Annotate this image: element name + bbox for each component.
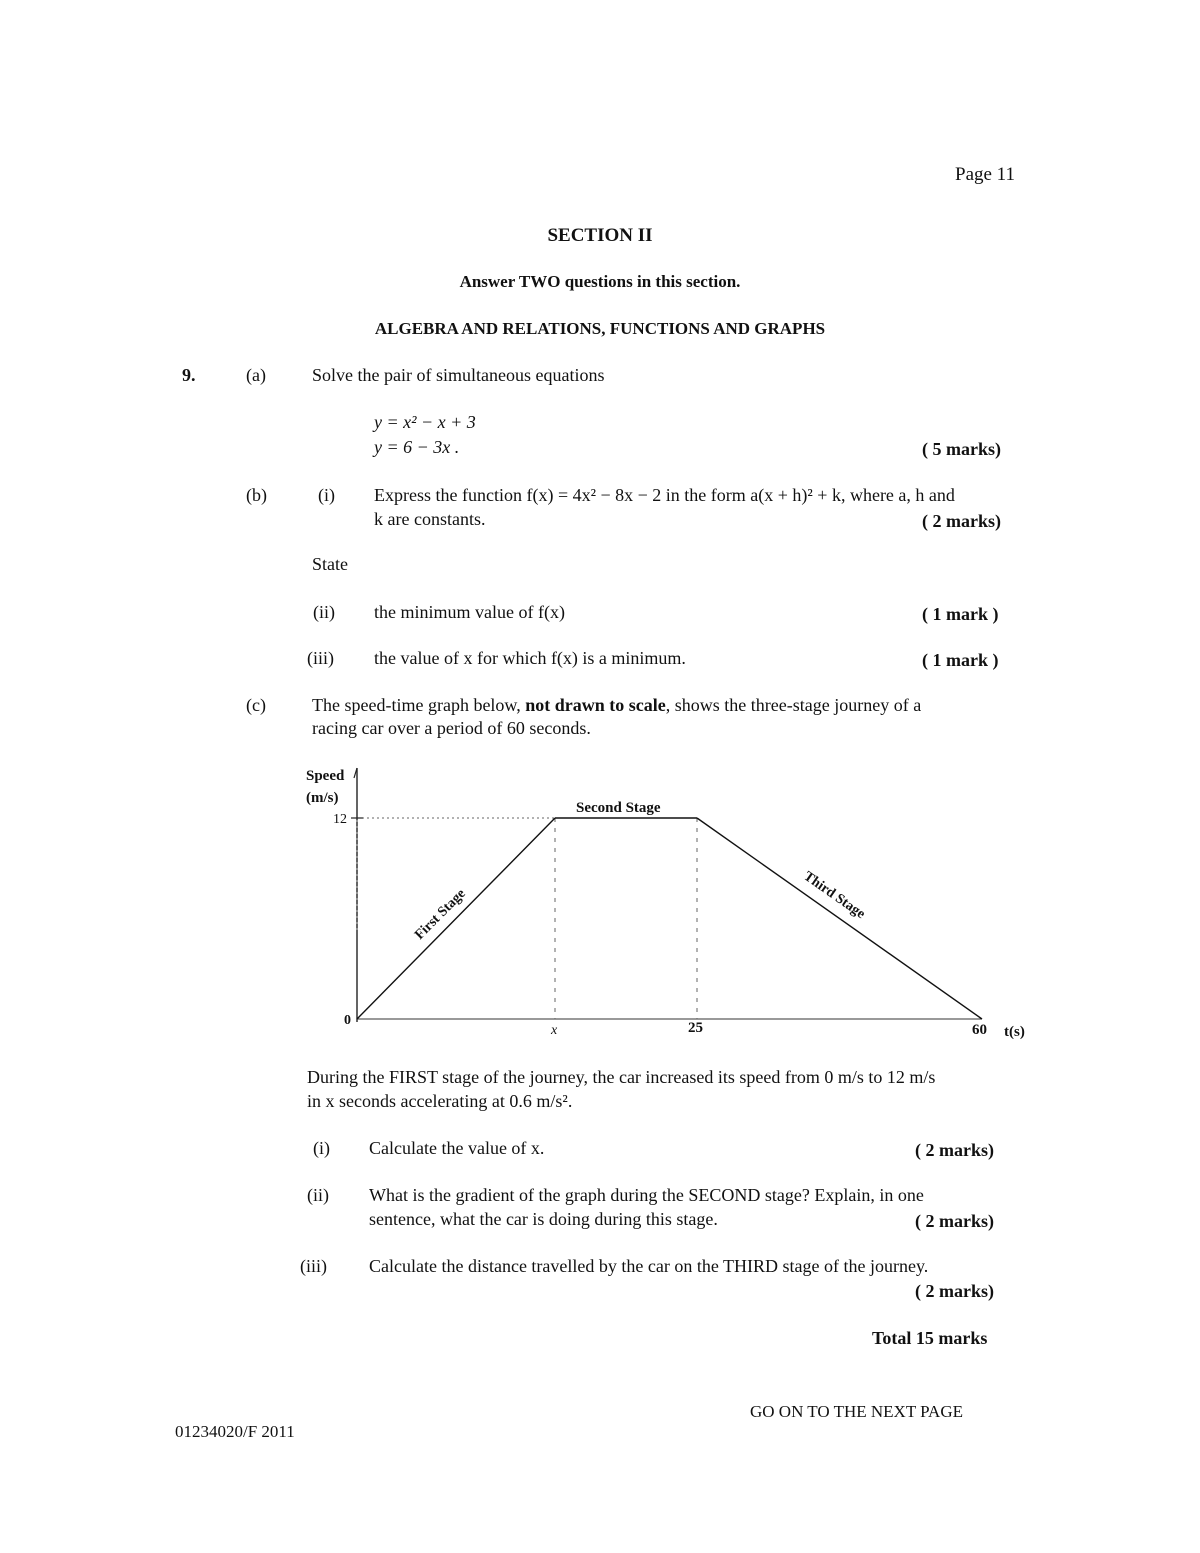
part-c-intro-line2: racing car over a period of 60 seconds.: [312, 718, 591, 738]
part-c-iii-marks: ( 2 marks): [915, 1281, 994, 1301]
part-c-intro-bold: not drawn to scale: [525, 695, 666, 715]
page-number: Page 11: [955, 164, 1015, 185]
section-title: SECTION II: [547, 225, 653, 246]
part-b-ii-label: (ii): [313, 602, 335, 622]
footer-next-page: GO ON TO THE NEXT PAGE: [750, 1402, 963, 1421]
part-c-label: (c): [246, 695, 266, 715]
part-c-i-marks: ( 2 marks): [915, 1140, 994, 1160]
part-c-intro-post: , shows the three-stage journey of a: [665, 695, 922, 715]
part-a-text: Solve the pair of simultaneous equations: [312, 365, 605, 385]
part-c-intro-line1: [312, 695, 921, 716]
speed-time-graph: [300, 760, 1040, 1050]
question-number: 9.: [182, 365, 196, 385]
part-b-iii-label: (iii): [307, 648, 334, 668]
part-a-label: (a): [246, 365, 266, 385]
y-label-line2: (m/s): [306, 790, 339, 806]
x-tick-60: 60: [972, 1022, 987, 1038]
third-stage-label: Third Stage: [800, 868, 868, 923]
part-c-i-label: (i): [313, 1138, 330, 1158]
part-c-ii-line2: sentence, what the car is doing during this stage.: [369, 1209, 718, 1229]
equation-2: y = 6 − 3x .: [374, 437, 460, 457]
part-b-iii-marks: ( 1 mark ): [922, 650, 999, 670]
y-label-line1: Speed: [306, 768, 345, 784]
x-tick-25: 25: [688, 1020, 703, 1036]
part-c-desc-line1: During the FIRST stage of the journey, the car increased its speed from 0 m/s to 12 m/s: [307, 1067, 936, 1087]
part-b-i-marks: ( 2 marks): [922, 511, 1001, 531]
x-tick-x: x: [551, 1023, 558, 1038]
part-b-ii-marks: ( 1 mark ): [922, 604, 999, 624]
part-b-label: (b): [246, 485, 267, 505]
part-b-iii-text: the value of x for which f(x) is a minimum.: [374, 648, 686, 668]
part-c-iii-text: Calculate the distance travelled by the car on the THIRD stage of the journey.: [369, 1256, 929, 1276]
footer-code: 01234020/F 2011: [175, 1422, 295, 1441]
equation-1: y = x² − x + 3: [374, 412, 476, 432]
second-stage-label: Second Stage: [576, 800, 661, 816]
part-c-desc-line2: in x seconds accelerating at 0.6 m/s².: [307, 1091, 573, 1111]
section-instruction: Answer TWO questions in this section.: [459, 272, 741, 291]
part-b-i-line2: k are constants.: [374, 509, 486, 529]
part-c-intro-pre: The speed-time graph below,: [312, 695, 526, 715]
third-stage-line: [697, 818, 982, 1019]
total-marks: Total 15 marks: [872, 1328, 988, 1348]
part-b-ii-text: the minimum value of f(x): [374, 602, 565, 622]
topic-title: ALGEBRA AND RELATIONS, FUNCTIONS AND GRAPHS: [374, 319, 826, 338]
part-c-ii-marks: ( 2 marks): [915, 1211, 994, 1231]
part-b-i-label: (i): [318, 485, 335, 505]
y-tick-12: 12: [333, 812, 347, 827]
first-stage-line: [357, 818, 555, 1019]
part-c-iii-label: (iii): [300, 1256, 327, 1276]
y-tick-0: 0: [344, 1013, 351, 1028]
part-a-marks: ( 5 marks): [922, 439, 1001, 459]
part-c-ii-line1: What is the gradient of the graph during the SECOND stage? Explain, in one: [369, 1185, 924, 1205]
part-b-i-line1: Express the function f(x) = 4x² − 8x − 2 in the form a(x + h)² + k, where a, h and: [374, 485, 955, 505]
part-c-i-text: Calculate the value of x.: [369, 1138, 545, 1158]
state-label: State: [312, 554, 348, 574]
part-c-ii-label: (ii): [307, 1185, 329, 1205]
first-stage-label: First Stage: [412, 886, 469, 943]
x-axis-label: t(s): [1004, 1024, 1025, 1040]
